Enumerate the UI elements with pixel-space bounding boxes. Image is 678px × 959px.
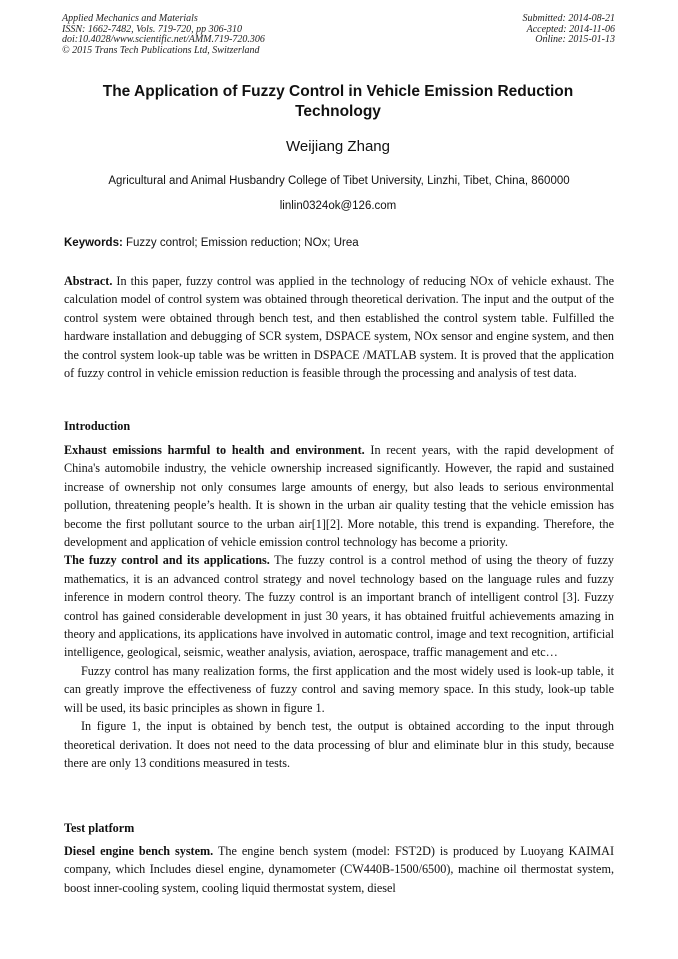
paragraph-lead: The fuzzy control and its applications. [64,553,270,568]
introduction-body [64,441,614,772]
paragraph-text: The fuzzy control is a control method of using the theory of fuzzy mathematics, it is an advanced control strategy and novel technology based on the language rules and fuzzy inference in modern control theory. The fuzzy control is an important branch of intelligent control [3]. Fuzzy control has gained considerable development in just 30 years, it has obtained fruitful achievements amazing in theory and applications, its applications have involved in automatic control, image and text recognition, artificial intelligence, geological, seismic, weather analysis, aviation, aerospace, traffic management and etc… [64,553,614,660]
paragraph [64,842,614,897]
author-email: linlin0324ok@126.com [279,200,397,212]
title-line-2: Technology [295,103,381,120]
abstract [64,272,614,382]
section-heading-introduction: Introduction [64,419,131,433]
paragraph: In figure 1, the input is obtained by bench test, the output is obtained according to the input through theoretical derivation. It does not need to the data processing of blur and eliminate blur in this study, because there are only 13 conditions measured in tests. [64,719,614,770]
author-affiliation: Agricultural and Animal Husbandry College of Tibet University, Linzhi, Tibet, China, 860000 [108,175,570,187]
publication-dates [523,14,616,46]
doi-line: doi:10.4028/www.scientific.net/AMM.719-720.306 [62,34,265,45]
issn-line: ISSN: 1662-7482, Vols. 719-720, pp 306-310 [62,23,242,35]
abstract-label: Abstract. [64,274,113,288]
title-line-1: The Application of Fuzzy Control in Vehicle Emission Reduction [102,83,574,100]
paragraph [64,551,614,661]
keywords-label: Keywords: [64,237,123,249]
keywords [64,236,614,250]
author-name: Weijiang Zhang [286,138,390,155]
submitted-date: Submitted: 2014-08-21 [522,13,615,24]
paragraph-text: In recent years, with the rapid development of China's automobile industry, the vehicle ownership increased significantly. However, the rapid and sustained increase of ownership not only consumes large amounts of energy, but also leads to serious environmental pollution, threatening people’s health. It is shown in the urban air quality testing that the vehicle emission has become the first pollutant source to the urban air[1][2]. More notable, this trend is expanding. Therefore, the development and application of vehicle emission control technology has become a priority. [64,443,614,550]
accepted-date: Accepted: 2014-11-06 [526,23,615,35]
paragraph-lead: Diesel engine bench system. [64,844,214,858]
keywords-list: Fuzzy control; Emission reduction; NOx; Urea [122,237,359,249]
section-heading-test-platform: Test platform [64,821,135,835]
copyright-line: © 2015 Trans Tech Publications Ltd, Switzerland [62,44,260,56]
paragraph-lead: Exhaust emissions harmful to health and environment. [64,443,365,457]
paper-title [62,82,614,122]
online-date: Online: 2015-01-13 [535,34,615,45]
paragraph-text: The engine bench system (model: FST2D) is produced by Luoyang KAIMAI company, which Includes diesel engine, dynamometer (CW440B-1500/6500), machine oil thermostat system, boost inner-cooling system, cooling liquid thermostat system, diesel [64,844,615,895]
paragraph [64,441,614,551]
test-platform-body [64,842,614,897]
paragraph: Fuzzy control has many realization forms, the first application and the most widely used is look-up table, it can greatly improve the effectiveness of fuzzy control and saving memory space. In this study, look-up table will be used, its basic principles as shown in figure 1. [64,663,614,715]
journal-name: Applied Mechanics and Materials [62,13,198,24]
abstract-text: In this paper, fuzzy control was applied in the technology of reducing NOx of vehicle exhaust. The calculation model of control system was obtained through theoretical derivation. The input and the output of the control system were obtained through bench test, and then established the control system table. Fulfilled the hardware installation and debugging of SCR system, DSPACE system, NOx sensor and engine system, and then the control system look-up table was be written in DSPACE /MATLAB system. It is proved that the application of fuzzy control in vehicle emission reduction is feasible through the processing and analysis of test data. [64,274,614,381]
journal-info [62,14,265,56]
